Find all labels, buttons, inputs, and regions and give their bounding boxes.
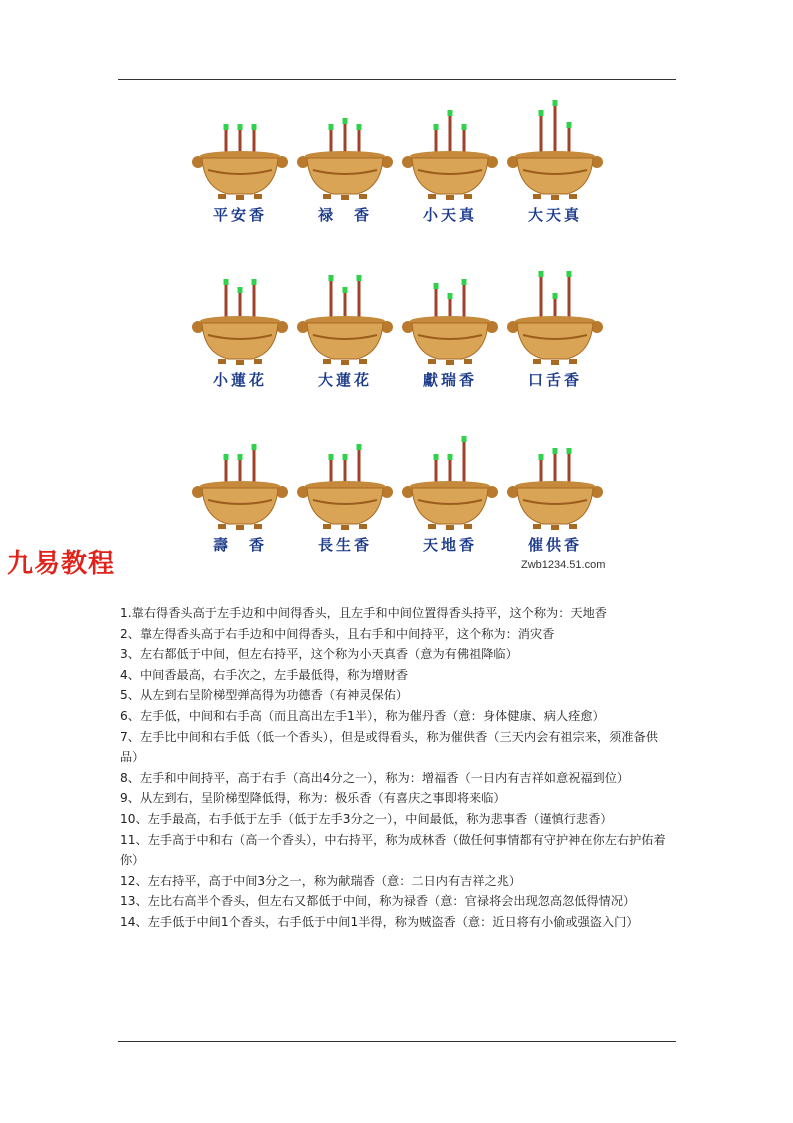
- incense-stick: [554, 298, 557, 318]
- incense-tip: [357, 124, 362, 130]
- censer-foot: [446, 195, 454, 200]
- incense-tip: [567, 271, 572, 277]
- incense-tip: [553, 100, 558, 106]
- censer-cell: [507, 98, 603, 233]
- censer-foot: [464, 194, 472, 199]
- censer-body: [307, 488, 383, 524]
- incense-tip: [553, 448, 558, 454]
- incense-stick: [253, 284, 256, 318]
- incense-tip: [252, 124, 257, 130]
- censer-foot: [236, 525, 244, 530]
- incense-stick: [435, 459, 438, 483]
- incense-tip: [224, 279, 229, 285]
- censer-icon: [297, 98, 393, 202]
- censer-foot: [446, 360, 454, 365]
- incense-tip: [553, 293, 558, 299]
- censer-foot: [254, 524, 262, 529]
- censer-foot: [533, 359, 541, 364]
- censer-cell: [297, 263, 393, 398]
- incense-stick: [449, 298, 452, 318]
- incense-tip: [343, 287, 348, 293]
- censer-cell: [507, 428, 603, 563]
- incense-stick: [463, 129, 466, 153]
- censer-cell: [402, 428, 498, 563]
- incense-stick: [463, 284, 466, 318]
- incense-tip: [252, 279, 257, 285]
- censer-body: [202, 323, 278, 359]
- incense-stick: [540, 276, 543, 318]
- censer-label: 天地香: [422, 536, 477, 554]
- censer-foot: [428, 194, 436, 199]
- censer-foot: [464, 359, 472, 364]
- incense-stick: [330, 129, 333, 153]
- incense-tip: [567, 448, 572, 454]
- censer-foot: [341, 525, 349, 530]
- incense-tip: [343, 118, 348, 124]
- censer-icon: [402, 98, 498, 202]
- censer-foot: [359, 359, 367, 364]
- censer-foot: [551, 195, 559, 200]
- censer-foot: [359, 194, 367, 199]
- censer-foot: [236, 360, 244, 365]
- incense-tip: [238, 454, 243, 460]
- censer-label: 大蓮花: [317, 371, 372, 389]
- watermark-logo: 九易教程: [7, 549, 116, 579]
- incense-stick: [344, 292, 347, 318]
- incense-stick: [225, 459, 228, 483]
- incense-stick: [554, 453, 557, 483]
- incense-tip: [329, 454, 334, 460]
- censer-body: [412, 488, 488, 524]
- note-item: 6、左手低，中间和右手高（而且高出左手1半），称为催丹香（意：身体健康、病人痊愈）: [120, 708, 605, 723]
- incense-tip: [448, 110, 453, 116]
- censer-label: 禄 香: [317, 206, 372, 224]
- censer-label: 小天真: [422, 206, 477, 224]
- incense-stick: [358, 129, 361, 153]
- incense-tip: [224, 124, 229, 130]
- incense-stick: [358, 280, 361, 318]
- incense-stick: [225, 129, 228, 153]
- incense-stick: [568, 276, 571, 318]
- censer-label: 平安香: [212, 206, 267, 224]
- censer-cell: [192, 263, 288, 398]
- note-item: 1.靠右得香头高于左手边和中间得香头，且左手和中间位置得香头持平，这个称为：天地香: [120, 606, 607, 620]
- censer-foot: [323, 359, 331, 364]
- censer-cell: [192, 428, 288, 563]
- censer-label: 壽 香: [212, 536, 267, 554]
- incense-tip: [238, 124, 243, 130]
- censer-foot: [551, 525, 559, 530]
- incense-tip: [448, 293, 453, 299]
- censer-foot: [428, 359, 436, 364]
- censer-icon: [402, 428, 498, 532]
- notes-list: [120, 603, 676, 933]
- incense-tip: [462, 436, 467, 442]
- note-item: 10、左手最高，右手低于左手（低于左手3分之一），中间最低，称为悲事香（谨慎行悲香）: [120, 811, 613, 826]
- note-item: 2、靠左得香头高于右手边和中间得香头，且右手和中间持平，这个称为：消灾香: [120, 626, 555, 641]
- incense-tip: [539, 271, 544, 277]
- censer-label: 獻瑞香: [422, 371, 477, 389]
- incense-tip: [357, 275, 362, 281]
- note-item: 13、左比右高半个香头，但左右又都低于中间，称为禄香（意：官禄将会出现忽高忽低得情况）: [120, 894, 636, 909]
- censer-foot: [533, 524, 541, 529]
- incense-stick: [225, 284, 228, 318]
- incense-tip: [539, 454, 544, 460]
- censer-label: 小蓮花: [212, 371, 267, 389]
- note-item: 3、左右都低于中间，但左右持平，这个称为小天真香（意为有佛祖降临）: [120, 647, 518, 662]
- censer-foot: [323, 524, 331, 529]
- censer-body: [412, 158, 488, 194]
- note-item: 4、中间香最高，右手次之，左手最低得，称为增财香: [120, 667, 409, 682]
- incense-stick: [344, 459, 347, 483]
- censer-foot: [533, 194, 541, 199]
- censer-foot: [218, 524, 226, 529]
- censer-cell: [297, 98, 393, 233]
- censer-body: [307, 158, 383, 194]
- censer-foot: [359, 524, 367, 529]
- censer-foot: [218, 359, 226, 364]
- censer-icon: [192, 428, 288, 532]
- censer-body: [517, 488, 593, 524]
- incense-tip: [434, 124, 439, 130]
- note-item: 11、左手高于中和右（高一个香头），中右持平，称为成林香（做任何事情都有守护神在你左右护佑着你）: [120, 832, 666, 868]
- footer-rule: [118, 1041, 676, 1042]
- incense-stick: [540, 459, 543, 483]
- censer-icon: [507, 98, 603, 202]
- censer-foot: [464, 524, 472, 529]
- censer-body: [307, 323, 383, 359]
- censer-cell: [507, 263, 603, 398]
- incense-stick: [463, 441, 466, 483]
- censer-icon: [297, 263, 393, 367]
- censer-foot: [323, 194, 331, 199]
- censer-body: [517, 323, 593, 359]
- incense-stick: [239, 129, 242, 153]
- incense-stick: [330, 280, 333, 318]
- incense-tip: [252, 444, 257, 450]
- incense-stick: [358, 449, 361, 483]
- censer-foot: [254, 359, 262, 364]
- incense-stick: [330, 459, 333, 483]
- censer-body: [202, 158, 278, 194]
- incense-tip: [329, 275, 334, 281]
- incense-stick: [568, 127, 571, 153]
- censer-cell: [402, 263, 498, 398]
- censer-foot: [569, 524, 577, 529]
- censer-cell: [402, 98, 498, 233]
- censer-foot: [218, 194, 226, 199]
- censer-cell: [297, 428, 393, 563]
- note-item: 8、左手和中间持平，高于右手（高出4分之一），称为：增福香（一日内有吉祥如意祝福到位）: [120, 770, 630, 785]
- censer-foot: [236, 195, 244, 200]
- incense-stick: [554, 105, 557, 153]
- incense-tip: [539, 110, 544, 116]
- censer-icon: [192, 98, 288, 202]
- incense-stick: [540, 115, 543, 153]
- incense-stick: [449, 115, 452, 153]
- censer-foot: [428, 524, 436, 529]
- incense-tip: [224, 454, 229, 460]
- incense-stick: [435, 129, 438, 153]
- incense-stick: [568, 453, 571, 483]
- censer-body: [517, 158, 593, 194]
- censer-foot: [569, 359, 577, 364]
- censer-foot: [551, 360, 559, 365]
- incense-tip: [329, 124, 334, 130]
- censer-icon: [507, 428, 603, 532]
- incense-stick: [344, 123, 347, 153]
- censer-foot: [254, 194, 262, 199]
- incense-tip: [343, 454, 348, 460]
- censer-icon: [192, 263, 288, 367]
- incense-tip: [238, 287, 243, 293]
- incense-stick: [253, 449, 256, 483]
- censer-foot: [341, 360, 349, 365]
- incense-stick: [435, 288, 438, 318]
- incense-tip: [434, 454, 439, 460]
- image-credit: Zwb1234.51.com: [521, 559, 606, 571]
- censer-label: 催供香: [527, 536, 582, 554]
- censer-label: 口舌香: [527, 371, 582, 389]
- censer-label: 長生香: [317, 536, 372, 554]
- incense-stick: [239, 292, 242, 318]
- censer-foot: [446, 525, 454, 530]
- censer-label: 大天真: [527, 206, 582, 224]
- incense-stick: [449, 459, 452, 483]
- censer-body: [412, 323, 488, 359]
- incense-tip: [434, 283, 439, 289]
- note-item: 14、左手低于中间1个香头，右手低于中间1半得，称为贼盗香（意：近日将有小偷或强盗入门）: [120, 914, 639, 929]
- note-item: 12、左右持平，高于中间3分之一，称为献瑞香（意：二日内有吉祥之兆）: [120, 873, 522, 888]
- incense-tip: [462, 124, 467, 130]
- censer-body: [202, 488, 278, 524]
- incense-tip: [462, 279, 467, 285]
- censer-cell: [192, 98, 288, 233]
- censer-icon: [507, 263, 603, 367]
- note-item: 5、从左到右呈阶梯型弹高得为功德香（有神灵保佑）: [120, 688, 409, 703]
- header-rule: [118, 79, 676, 80]
- censer-foot: [569, 194, 577, 199]
- incense-stick: [239, 459, 242, 483]
- note-item: 9、从左到右，呈阶梯型降低得，称为：极乐香（有喜庆之事即将来临）: [120, 791, 506, 806]
- censer-icon: [402, 263, 498, 367]
- incense-tip: [448, 454, 453, 460]
- incense-tip: [357, 444, 362, 450]
- note-item: 7、左手比中间和右手低（低一个香头），但是或得看头，称为催供香（三天内会有祖宗来，须准备供品）: [120, 729, 658, 765]
- censer-foot: [341, 195, 349, 200]
- incense-stick: [253, 129, 256, 153]
- incense-tip: [567, 122, 572, 128]
- censer-icon: [297, 428, 393, 532]
